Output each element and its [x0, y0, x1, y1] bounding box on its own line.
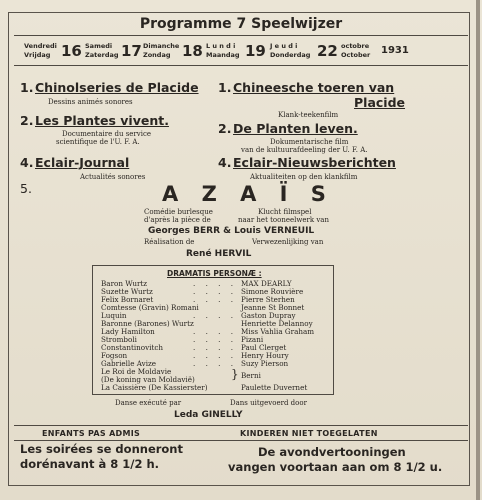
cast-actor: Miss Vahlia Graham: [241, 327, 315, 336]
day-label-top: Dimanche: [143, 42, 180, 50]
day-label-bottom: Zaterdag: [85, 51, 119, 59]
item-4-left-number: 4.: [20, 155, 34, 170]
page-edge-shadow: [476, 0, 480, 500]
children-not-admitted-nl: KINDEREN NIET TOEGELATEN: [240, 429, 378, 438]
day-number: 22: [317, 42, 338, 60]
feature-genre-fr: Comédie burlesque: [144, 208, 213, 216]
day-label-top: L u n d i: [206, 42, 236, 50]
day-number: 16: [61, 42, 82, 60]
cast-actor: Berni: [241, 371, 261, 380]
item-4-right-desc: Aktualiteiten op den klankfilm: [250, 173, 358, 181]
day-number: 18: [182, 42, 203, 60]
cast-dots: . . . .: [193, 287, 237, 296]
realisation-label-nl: Verwezenlijking van: [252, 238, 324, 246]
cast-actor: Henry Houry: [241, 351, 289, 360]
item-4-right-number: 4.: [218, 155, 232, 170]
cast-role: Comtesse (Gravin) Romani: [101, 303, 199, 312]
item-4-right-title: Eclair-Nieuwsberichten: [233, 155, 396, 170]
item-2-right-number: 2.: [218, 121, 232, 136]
cast-actor: Pierre Sterhen: [241, 295, 295, 304]
cast-dots: . . . .: [193, 343, 237, 352]
feature-title: A Z A Ï S: [162, 182, 334, 206]
day-label-bottom: Zondag: [143, 51, 171, 59]
day-label-bottom: Donderdag: [270, 51, 311, 59]
cast-role: La Caissière (De Kassierster): [101, 383, 208, 392]
evening-notice-nl-line1: De avondvertooningen: [258, 445, 406, 459]
month-label-bottom: October: [341, 51, 371, 59]
item-2-left-number: 2.: [20, 113, 34, 128]
programme-title: Programme 7 Speelwijzer: [139, 16, 343, 32]
cast-dots: . . . .: [193, 279, 237, 288]
cast-dots: . . . .: [193, 351, 237, 360]
cast-role: Stromboli: [101, 335, 137, 344]
cast-role: Constantinovitch: [101, 343, 163, 352]
evening-notice-fr-line1: Les soirées se donneront: [20, 442, 183, 456]
header-rule-top: [14, 35, 468, 36]
cast-role: Gabrielle Avize: [101, 359, 157, 368]
cast-role: Le Roi de Moldavie: [101, 367, 172, 376]
dance-performer: Leda GINELLY: [174, 410, 243, 420]
cast-actor: Gaston Dupray: [241, 311, 296, 320]
month-label-top: octobre: [341, 42, 370, 50]
cast-dots: . . . .: [193, 295, 237, 304]
day-label-bottom: Maandag: [206, 51, 240, 59]
day-label-top: Vendredi: [24, 42, 57, 50]
cast-actor: Paul Clerget: [241, 343, 287, 352]
day-label-bottom: Vrijdag: [24, 51, 51, 59]
cast-role: Baron Wurtz: [101, 279, 148, 288]
cast-actor: Paulette Duvernet: [241, 383, 308, 392]
cast-brace: }: [231, 367, 239, 381]
cast-actor: Pizani: [241, 335, 264, 344]
day-label-top: J e u d i: [270, 42, 298, 50]
item-1-left-desc: Dessins animés sonores: [48, 98, 133, 106]
cast-role: Felix Bornaret: [101, 295, 154, 304]
dance-label-nl: Dans uitgevoerd door: [230, 399, 307, 407]
cast-dots: . . . .: [193, 335, 237, 344]
item-1-left-title: Chinolseries de Placide: [35, 80, 199, 95]
item-4-left-desc: Actualités sonores: [80, 173, 146, 181]
evening-notice-nl-line2: vangen voortaan aan om 8 1/2 u.: [228, 460, 443, 474]
item-1-right-number: 1.: [218, 80, 232, 95]
day-label-top: Samedi: [85, 42, 113, 50]
cast-role: Baronne (Barones) Wurtz: [101, 319, 194, 328]
item-1-right-desc: Klank-teekenfilm: [278, 111, 339, 119]
day-number: 19: [245, 42, 266, 60]
item-2-left-desc: Documentaire du service: [62, 130, 152, 138]
item-1-left-number: 1.: [20, 80, 34, 95]
item-1-right-title: Chineesche toeren van: [233, 80, 395, 95]
day-number: 17: [121, 42, 142, 60]
item-2-right-desc: Dokumentarische film: [270, 138, 349, 146]
dramatis-personae-box: [92, 265, 334, 395]
cast-role: Suzette Wurtz: [101, 287, 153, 296]
cast-role: Luquin: [101, 311, 127, 320]
item-5-number: 5.: [20, 181, 32, 196]
cast-actor: Jeanne St Bonnet: [241, 303, 305, 312]
cast-role: Fogson: [101, 351, 128, 360]
cast-dots: . . . .: [193, 359, 237, 368]
cast-role: Lady Hamilton: [101, 327, 155, 336]
cast-actor: Simone Rouvière: [241, 287, 304, 296]
children-not-admitted-fr: ENFANTS PAS ADMIS: [42, 429, 141, 438]
year-label: 1931: [381, 45, 409, 56]
feature-source-fr: d'après la pièce de: [144, 216, 211, 224]
footer-rule-top: [14, 425, 468, 426]
feature-director: René HERVIL: [186, 249, 252, 259]
item-2-right-desc: van de kultuurafdeeling der U. F. A.: [241, 146, 368, 154]
item-2-left-desc: scientifique de l'U. F. A.: [56, 138, 140, 146]
header-rule-bottom: [14, 65, 468, 66]
evening-notice-fr-line2: dorénavant à 8 1/2 h.: [20, 457, 160, 471]
cast-actor: Suzy Pierson: [241, 359, 289, 368]
item-2-right-title: De Planten leven.: [233, 121, 358, 136]
item-4-left-title: Eclair-Journal: [35, 155, 130, 170]
dance-label-fr: Danse exécuté par: [115, 399, 182, 407]
feature-authors: Georges BERR & Louis VERNEUIL: [148, 226, 315, 236]
cast-dots: . . . .: [193, 311, 237, 320]
cast-dots: . . . .: [193, 327, 237, 336]
cast-actor: Henriette Delannoy: [241, 319, 313, 328]
feature-genre-nl: Klucht filmspel: [258, 208, 312, 216]
item-1-right-title-cont: Placide: [354, 95, 406, 110]
footer-rule-bottom: [14, 440, 468, 441]
cast-actor: MAX DEARLY: [241, 279, 292, 288]
cast-role: (De koning van Moldavië): [101, 375, 195, 384]
feature-source-nl: naar het tooneelwerk van: [238, 216, 329, 224]
realisation-label-fr: Réalisation de: [144, 238, 195, 246]
item-2-left-title: Les Plantes vivent.: [35, 113, 169, 128]
dramatis-heading: DRAMATIS PERSONÆ :: [167, 269, 262, 278]
